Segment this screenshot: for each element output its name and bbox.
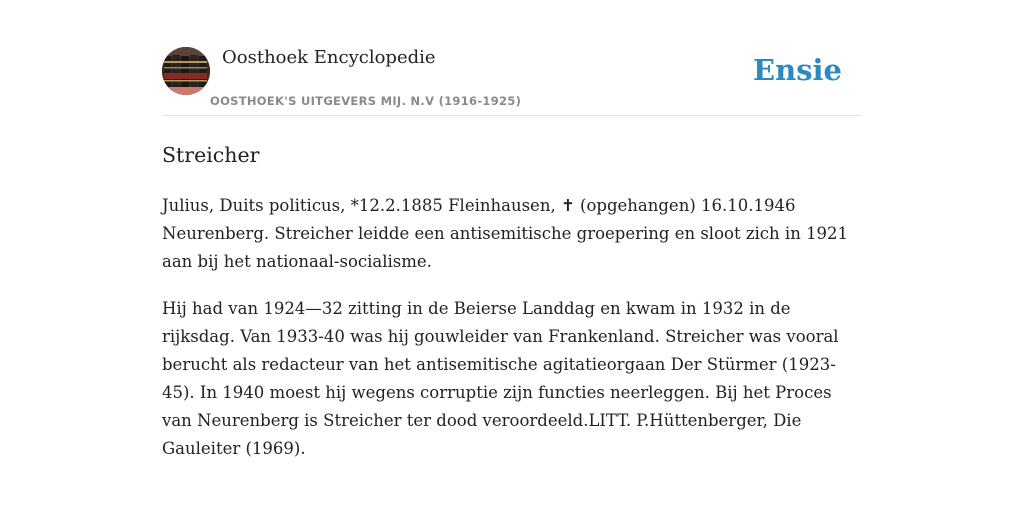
article-title: Streicher bbox=[162, 143, 260, 167]
article-paragraph: Hij had van 1924—32 zitting in de Beierse Landdag en kwam in 1932 in de rijksdag. Van 1933-40 was hij gouwleider van Frankenland. Streicher was vooral berucht als redacteur van het antisemitische agitatieorgaan Der Stürmer (1923-45). In 1940 moest hij wegens corruptie zijn functies neerleggen. Bij het Proces van Neurenberg is Streicher ter dood veroordeeld.LITT. P.Hüttenberger, Die Gauleiter (1969). bbox=[162, 299, 839, 458]
article-paragraph: Julius, Duits politicus, *12.2.1885 Fleinhausen, ✝ (opgehangen) 16.10.1946 Neurenberg. Streicher leidde een antisemitische groepering en sloot zich in 1921 aan bij het nationaal-socialisme. bbox=[162, 196, 849, 271]
page-container bbox=[162, 0, 862, 458]
site-title[interactable]: Oosthoek Encyclopedie bbox=[222, 47, 436, 68]
page-header bbox=[162, 0, 862, 116]
brand-logo[interactable]: Ensie bbox=[753, 53, 842, 87]
encyclopedia-books-icon bbox=[162, 47, 210, 95]
avatar[interactable] bbox=[162, 47, 210, 95]
publisher-label: OOSTHOEK'S UITGEVERS MIJ. N.V (1916-1925) bbox=[210, 94, 522, 108]
